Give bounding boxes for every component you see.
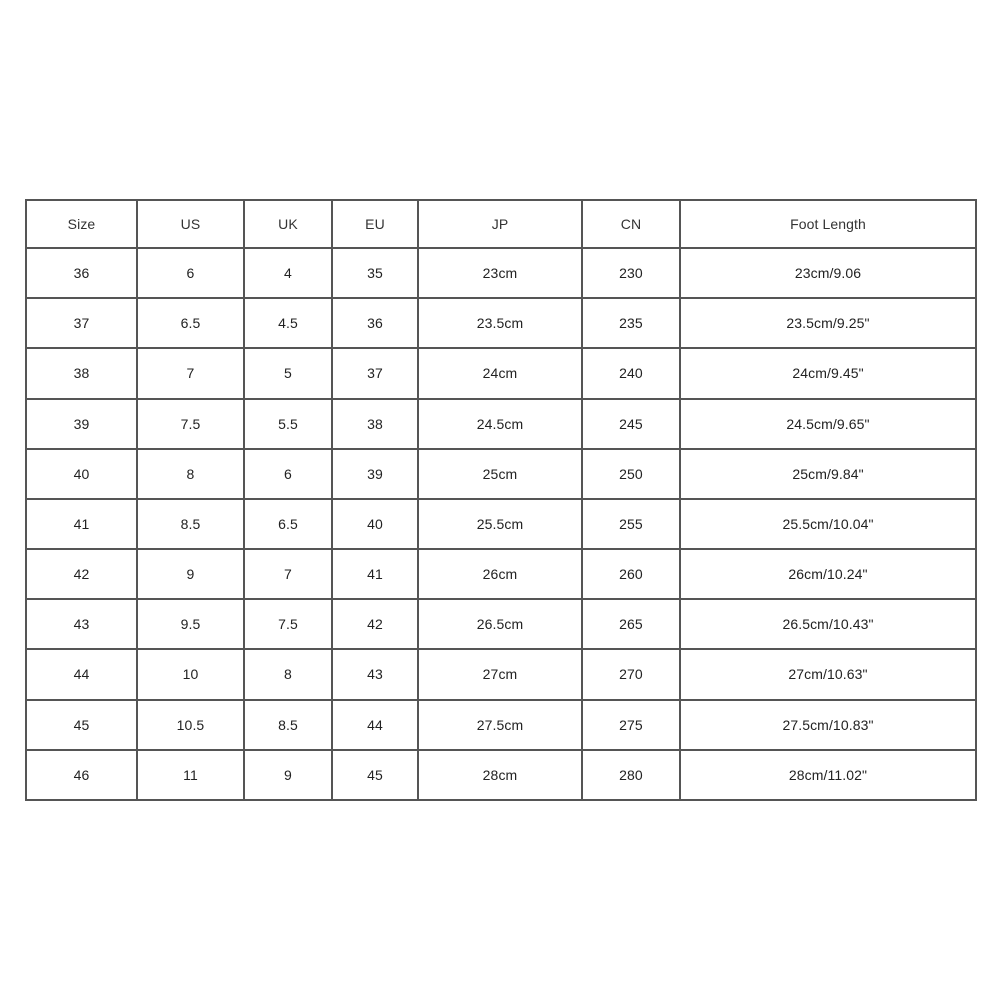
cell-jp: 27.5cm	[418, 700, 582, 750]
header-eu: EU	[332, 200, 418, 248]
table-row	[26, 298, 976, 348]
table-row	[26, 649, 976, 699]
table-row	[26, 399, 976, 449]
cell-us: 7.5	[137, 399, 244, 449]
table-row	[26, 700, 976, 750]
cell-cn: 235	[582, 298, 680, 348]
cell-cn: 255	[582, 499, 680, 549]
header-size: Size	[26, 200, 137, 248]
cell-foot-length: 23.5cm/9.25"	[680, 298, 976, 348]
cell-jp: 25cm	[418, 449, 582, 499]
table-row	[26, 499, 976, 549]
cell-foot-length: 27.5cm/10.83"	[680, 700, 976, 750]
cell-jp: 25.5cm	[418, 499, 582, 549]
cell-foot-length: 28cm/11.02"	[680, 750, 976, 800]
size-chart-header	[26, 200, 976, 248]
cell-eu: 38	[332, 399, 418, 449]
cell-uk: 6	[244, 449, 332, 499]
cell-us: 10	[137, 649, 244, 699]
cell-size: 44	[26, 649, 137, 699]
cell-eu: 39	[332, 449, 418, 499]
cell-us: 8	[137, 449, 244, 499]
cell-eu: 37	[332, 348, 418, 398]
table-row	[26, 599, 976, 649]
cell-foot-length: 25cm/9.84"	[680, 449, 976, 499]
cell-jp: 27cm	[418, 649, 582, 699]
cell-uk: 4	[244, 248, 332, 298]
cell-size: 40	[26, 449, 137, 499]
cell-cn: 275	[582, 700, 680, 750]
cell-eu: 45	[332, 750, 418, 800]
size-chart-table	[25, 199, 977, 801]
cell-uk: 8	[244, 649, 332, 699]
cell-us: 9.5	[137, 599, 244, 649]
header-us: US	[137, 200, 244, 248]
cell-foot-length: 23cm/9.06	[680, 248, 976, 298]
cell-jp: 28cm	[418, 750, 582, 800]
table-row	[26, 750, 976, 800]
table-row	[26, 549, 976, 599]
cell-uk: 5	[244, 348, 332, 398]
cell-uk: 4.5	[244, 298, 332, 348]
table-row	[26, 449, 976, 499]
cell-cn: 230	[582, 248, 680, 298]
cell-cn: 250	[582, 449, 680, 499]
cell-eu: 36	[332, 298, 418, 348]
cell-us: 6.5	[137, 298, 244, 348]
cell-foot-length: 24.5cm/9.65"	[680, 399, 976, 449]
cell-eu: 40	[332, 499, 418, 549]
cell-uk: 7	[244, 549, 332, 599]
cell-uk: 9	[244, 750, 332, 800]
cell-cn: 265	[582, 599, 680, 649]
cell-jp: 26.5cm	[418, 599, 582, 649]
cell-foot-length: 24cm/9.45"	[680, 348, 976, 398]
table-row	[26, 348, 976, 398]
cell-eu: 41	[332, 549, 418, 599]
cell-uk: 8.5	[244, 700, 332, 750]
cell-size: 39	[26, 399, 137, 449]
cell-us: 7	[137, 348, 244, 398]
header-row	[26, 200, 976, 248]
cell-uk: 6.5	[244, 499, 332, 549]
cell-uk: 5.5	[244, 399, 332, 449]
cell-jp: 26cm	[418, 549, 582, 599]
cell-us: 6	[137, 248, 244, 298]
cell-eu: 43	[332, 649, 418, 699]
cell-cn: 270	[582, 649, 680, 699]
cell-uk: 7.5	[244, 599, 332, 649]
cell-jp: 23cm	[418, 248, 582, 298]
cell-size: 37	[26, 298, 137, 348]
cell-jp: 23.5cm	[418, 298, 582, 348]
cell-us: 9	[137, 549, 244, 599]
cell-foot-length: 26cm/10.24"	[680, 549, 976, 599]
cell-eu: 42	[332, 599, 418, 649]
cell-foot-length: 27cm/10.63"	[680, 649, 976, 699]
cell-size: 45	[26, 700, 137, 750]
cell-us: 10.5	[137, 700, 244, 750]
cell-jp: 24.5cm	[418, 399, 582, 449]
header-cn: CN	[582, 200, 680, 248]
cell-size: 42	[26, 549, 137, 599]
cell-size: 38	[26, 348, 137, 398]
cell-cn: 280	[582, 750, 680, 800]
cell-cn: 240	[582, 348, 680, 398]
cell-cn: 260	[582, 549, 680, 599]
cell-size: 41	[26, 499, 137, 549]
cell-jp: 24cm	[418, 348, 582, 398]
cell-us: 8.5	[137, 499, 244, 549]
header-uk: UK	[244, 200, 332, 248]
cell-eu: 35	[332, 248, 418, 298]
cell-foot-length: 25.5cm/10.04"	[680, 499, 976, 549]
cell-size: 46	[26, 750, 137, 800]
cell-size: 43	[26, 599, 137, 649]
header-jp: JP	[418, 200, 582, 248]
cell-eu: 44	[332, 700, 418, 750]
cell-us: 11	[137, 750, 244, 800]
cell-foot-length: 26.5cm/10.43"	[680, 599, 976, 649]
cell-cn: 245	[582, 399, 680, 449]
header-foot-length: Foot Length	[680, 200, 976, 248]
size-chart-body	[26, 248, 976, 800]
table-row	[26, 248, 976, 298]
cell-size: 36	[26, 248, 137, 298]
